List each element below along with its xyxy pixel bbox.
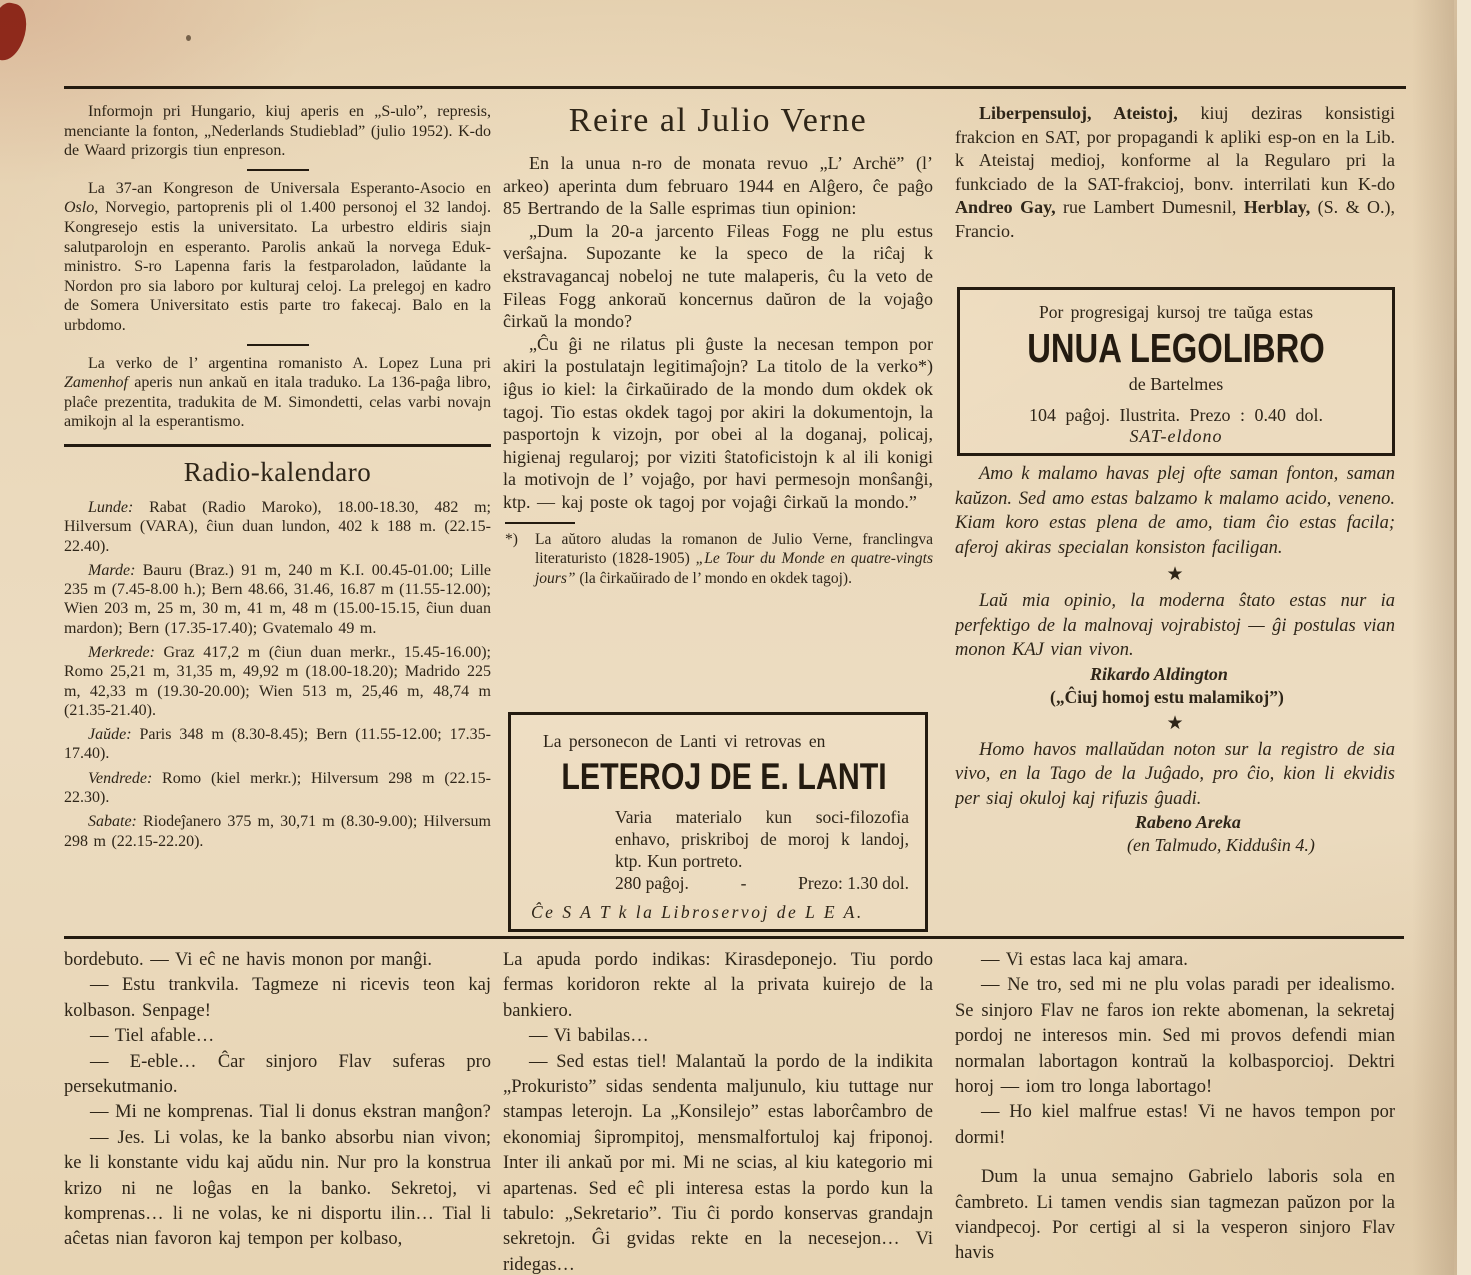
- footnote-book-title: „Le Tour du Monde en quatre-vingts jours”: [535, 550, 933, 587]
- quote-author: Rikardo Aldington: [1090, 663, 1228, 684]
- ad-availability-line: Ĉe S A T k la Libroservoj de L E A.: [531, 902, 864, 922]
- quote-author: Rabeno Areka: [1135, 812, 1241, 832]
- ad-description: Varia materialo kun soci-filozofia enhavo, priskriboj de moroj k landoj, ktp. Kun portreto.: [615, 807, 909, 871]
- radio-day-schedule: Rabat (Radio Maroko), 18.00-18.30, 482 m; Hilversum (VARA), ĉiun duan lundon, 402 k 188 m. (22.15-22.40).: [64, 498, 491, 555]
- ad-intro-line: La personecon de Lanti vi retrovas en: [543, 731, 826, 751]
- freethinkers-notice: [955, 102, 1395, 243]
- right-column-notice: [955, 102, 1395, 284]
- radio-day-label: Lunde:: [88, 498, 134, 516]
- radio-entry-monday: [64, 498, 491, 556]
- ad-dash: -: [740, 873, 747, 893]
- radio-entry-saturday: [64, 812, 491, 851]
- notice-contact-name: Andreo Gay,: [955, 197, 1056, 217]
- story-paragraph: bordebuto. — Vi eĉ ne havis monon por manĝi.: [64, 950, 433, 970]
- story-paragraph: — Tiel afable…: [90, 1026, 215, 1047]
- radio-entry-tuesday: [64, 561, 491, 638]
- story-paragraph: La apuda pordo indikas: Kirasdeponejo. Tiu pordo fermas koridoron rekte al la privata kuirejo de la bankiero.: [503, 950, 933, 1021]
- news-text: , Norvegio, partoprenis pli ol 1.400 personoj el 32 landoj. Kongresejo estis la universitato. La urbestro eldiris siajn salutparolojn en esperanto. Parolis ankaŭ la norvega Eduk-ministro. S-ro Lapenna faris la festparoladon, laŭdante la Nordon pro sia laboro por kulturaj celoj. La prelegoj en kadro de Somera Universitato estis parte tro fakecaj. Balo en la urbdomo.: [64, 199, 491, 334]
- red-ink-corner-mark: [0, 0, 32, 64]
- notice-text: rue Lambert Dumesnil,: [1055, 197, 1244, 217]
- left-column: [64, 102, 491, 934]
- radio-entry-friday: [64, 769, 491, 808]
- star-icon: ★: [1166, 563, 1184, 585]
- ad-page-count: 280 paĝoj.: [615, 873, 689, 893]
- radio-day-schedule: Romo (kiel merkr.); Hilversum 298 m (22.15-22.30).: [64, 769, 491, 807]
- ad-edition-line: SAT-eldono: [1129, 426, 1223, 446]
- notice-bold-lead: Liberpensuloj, Ateistoj,: [979, 103, 1178, 123]
- ad-book-title: UNUA LEGOLIBRO: [1027, 325, 1325, 371]
- ad-price: Prezo: 1.30 dol.: [798, 873, 909, 893]
- page-fold-shadow: [1412, 0, 1454, 1275]
- radio-day-schedule: Riodeĵanero 375 m, 30,71 m (8.30-9.00); Hilversum 298 m (22.15-22.20).: [64, 813, 491, 850]
- middle-column: [503, 100, 933, 710]
- paper-speck: [186, 35, 191, 41]
- story-paragraph: — Mi ne komprenas. Tial li donus ekstran manĝon?: [90, 1102, 491, 1123]
- notice-contact-city: Herblay,: [1243, 197, 1311, 217]
- news-italic-word: Oslo: [64, 199, 95, 217]
- story-column-left: [64, 948, 491, 1275]
- footnote-marker: *): [505, 530, 518, 548]
- news-item-zamenhof: [64, 354, 491, 432]
- radio-day-label: Jaŭde:: [88, 726, 132, 744]
- radio-day-schedule: Paris 348 m (8.30-8.45); Bern (11.55-12.00; 17.35-17.40).: [64, 726, 491, 763]
- top-rule: [64, 86, 1406, 89]
- star-icon: ★: [1166, 711, 1184, 734]
- radio-entry-thursday: [64, 725, 491, 764]
- footnote: [503, 530, 933, 589]
- story-column-right: [955, 948, 1395, 1275]
- paragraph-divider: [247, 344, 309, 346]
- article-paragraph: En la unua n-ro de monata revuo „L’ Archë” (l’ arkeo) aperinta dum februaro 1944 en Alĝero, ĉe paĝo 85 Bertrando de la Salle esprimas tiun opinion:: [503, 153, 933, 219]
- legolibro-book-ad: [957, 287, 1395, 456]
- quote-talmudo: Homo havos mallaŭdan noton sur la registro de sia vivo, en la Tago de la Juĝado, pro ĉio, kion li ekvidis per siaj okuloj kaj rifuzis ĝuadi.: [955, 739, 1395, 809]
- radio-day-label: Merkrede:: [88, 643, 155, 661]
- radio-day-label: Marde:: [88, 561, 136, 579]
- news-italic-word: Zamenhof: [64, 374, 128, 392]
- section-rule: [64, 444, 491, 447]
- quote-source: („Ĉiuj homoj estu malamikoj”): [1050, 686, 1284, 707]
- article-paragraph: „Dum la 20-a jarcento Fileas Fogg ne plu estus verŝajna. Supozante ke la speco de la riĉaj k ekstravagancaj nobeloj ne tute malaperis, ĉu la veto de Fileas Fogg ankoraŭ koncernus daŭron de la vojaĝo ĉirkaŭ la mondo?: [503, 220, 933, 332]
- radio-calendar-title: Radio-kalendaro: [183, 456, 372, 487]
- paragraph-divider: [247, 169, 309, 171]
- ad-details-line: 104 paĝoj. Ilustrita. Prezo : 0.40 dol.: [1029, 405, 1323, 425]
- footnote-text-part: (la ĉirkaŭirado de l’ mondo en okdek tagoj).: [575, 569, 852, 587]
- story-paragraph: — Ne tro, sed mi ne plu volas paradi per idealismo. Se sinjoro Flav ne faros ion rekte abomenan, la sekretaj pordoj ne interesos min. Sed mi provos defendi mian normalan labortagon kontraŭ la kolbasporcioj. Dektri horoj — iom tro longa labortago!: [955, 975, 1395, 1098]
- radio-entry-wednesday: [64, 643, 491, 720]
- section-separator-rule: [64, 936, 1404, 939]
- quote-moderna-stato: Laŭ mia opinio, la moderna ŝtato estas nur ia perfektigo de la malnovaj vojrabistoj — ĝi postulas vian monon KAJ vian vivon.: [955, 591, 1395, 660]
- story-paragraph: — Estu trankvila. Tagmeze ni ricevis teon kaj kolbason. Senpage!: [64, 975, 491, 1021]
- story-paragraph: Dum la unua semajno Gabrielo laboris sola en ĉambreto. Li tamen vendis sian tagmezan paŭzon por la viandpecoj. Por certigi al si la vesperon sinjoro Flav havis: [955, 1167, 1395, 1264]
- news-item-kongreso: [64, 179, 491, 336]
- ad-intro-line: Por progresigaj kursoj tre taŭga estas: [1038, 302, 1314, 322]
- ad-price-row: [615, 872, 909, 894]
- notice-text: (S. & O.), Francio.: [955, 197, 1395, 241]
- radio-day-schedule: Bauru (Braz.) 91 m, 240 m K.I. 00.45-01.00; Lille 235 m (7.45-8.00 h.); Bern 48.66, 31.46, 16.87 m (11.55-12.00); Wien 203 m, 25 m, 30 m, 41 m, 48 m (15.00-15.15, ĉiun duan mardon); Bern (17.35-17.40); Gvatemalo 49 m.: [64, 561, 491, 637]
- lanti-book-ad: [508, 712, 928, 932]
- page-edge-strip: [1457, 0, 1471, 1275]
- radio-day-label: Sabate:: [88, 813, 137, 831]
- news-item-hungario: Informojn pri Hungario, kiuj aperis en „S-ulo”, represis, menciante la fonton, „Nederlands Studieblad” (julio 1952). K-do de Waard prizorgis tiun enpreson.: [64, 103, 491, 160]
- story-column-middle: [503, 948, 933, 1275]
- footnote-text-part: La aŭtoro aludas la romanon de Julio Verne, franclingva literaturisto (1828-1905): [535, 530, 933, 567]
- article-title: Reire al Julio Verne: [568, 102, 868, 139]
- news-text: La verko de l’ argentina romanisto A. Lopez Luna pri: [88, 354, 491, 372]
- story-paragraph: — Jes. Li volas, ke la banko absorbu nian vivon; ke li konstante vidu kaj aŭdu nin. Nur pro la konstrua krizo ni ne loĝas en la banko. Sekretoj, vi komprenas… li ne volas, ke ni disportu ilin… Tial li aĉetas nian favoron kaj tempon per kolbaso,: [64, 1127, 491, 1250]
- news-text: La 37-an Kongreson de Universala Esperanto-Asocio en: [88, 179, 491, 197]
- story-paragraph: — Ho kiel malfrue estas! Vi ne havos tempon por dormi!: [955, 1102, 1395, 1148]
- right-column-quotes: [955, 462, 1395, 932]
- radio-day-label: Vendrede:: [88, 769, 153, 787]
- story-paragraph: — Vi estas laca kaj amara.: [981, 950, 1188, 970]
- quote-amo-malamo: Amo k malamo havas plej ofte saman fonton, saman kaŭzon. Sed amo estas balzamo k malamo acido, veneno. Kiam koro estas plena de amo, tiam ĉio estas facila; aferoj akiras specialan konsiston faciligan.: [955, 464, 1395, 558]
- article-paragraph: „Ĉu ĝi ne rilatus pli ĝuste la necesan tempon por akiri la postulatajn legitimaĵojn? La titolo de la verko*) iĝus io kiel: la ĉirkaŭirado de la mondo dum okdek ok tagoj. Tio estas okdek tagoj por akiri la dokumentojn, la pasportojn k vizojn, por obei al la doganaj, policaj, higienaj regularoj; por viziti ŝtatoficistojn k al ili konigi la motivojn de l’ vojaĝo, por havi permesojn monŝanĝi, ktp. — kaj poste ok tagoj por vojaĝi ĉirkaŭ la mondo.”: [503, 333, 933, 512]
- notice-text: kiuj deziras konsistigi frakcion en SAT, por propagandi k apliki esp-on en la Lib. k Ateistaj medioj, konforme al la Regularo pri la funkciado de la SAT-frakcioj, bonv. interrilati kun K-do: [955, 103, 1395, 194]
- story-paragraph: — Vi babilas…: [529, 1026, 649, 1047]
- footnote-rule: [505, 522, 575, 524]
- quote-source: (en Talmudo, Kidduŝin 4.): [1127, 835, 1315, 855]
- story-paragraph: — Sed estas tiel! Malantaŭ la pordo de la indikita „Prokuristo” sidas sendenta maljunulo, kiu tuttage nur stampas leterojn. La „Konsilejo” estas laborĉambro de ekonomiaj ŝiprompitoj, mensmalfortuloj kaj friponoj. Inter ili ankaŭ por mi. Mi ne scias, al kiu kategorio mi apartenas. Sed eĉ pli interesa estas la pordo kun la tabulo: „Sekretario”. Tiu ĉi pordo konservas grandajn sekretojn. Ĝi gvidas rekte en la necesejon… Vi ridegas…: [503, 1051, 933, 1275]
- ad-book-title: LETEROJ DE E. LANTI: [561, 756, 887, 797]
- story-paragraph: — E-eble… Ĉar sinjoro Flav suferas pro persekutmanio.: [64, 1051, 491, 1098]
- radio-day-schedule: Graz 417,2 m (ĉiun duan merkr., 15.45-16.00); Romo 25,21 m, 31,35 m, 49,92 m (18.00-18.20); Madrido 225 m, 42,33 m (19.30-20.00); Wien 513 m, 25,46 m, 48,74 m (21.35-21.40).: [64, 643, 491, 719]
- news-text: aperis nun ankaŭ en itala traduko. La 136-paĝa libro, plaĉe prezentita, tradukita de M. Simondetti, celas varbi novajn amikojn al la esperantismo.: [64, 374, 491, 431]
- footnote-text: [535, 530, 933, 589]
- ad-author-line: de Bartelmes: [1128, 374, 1224, 394]
